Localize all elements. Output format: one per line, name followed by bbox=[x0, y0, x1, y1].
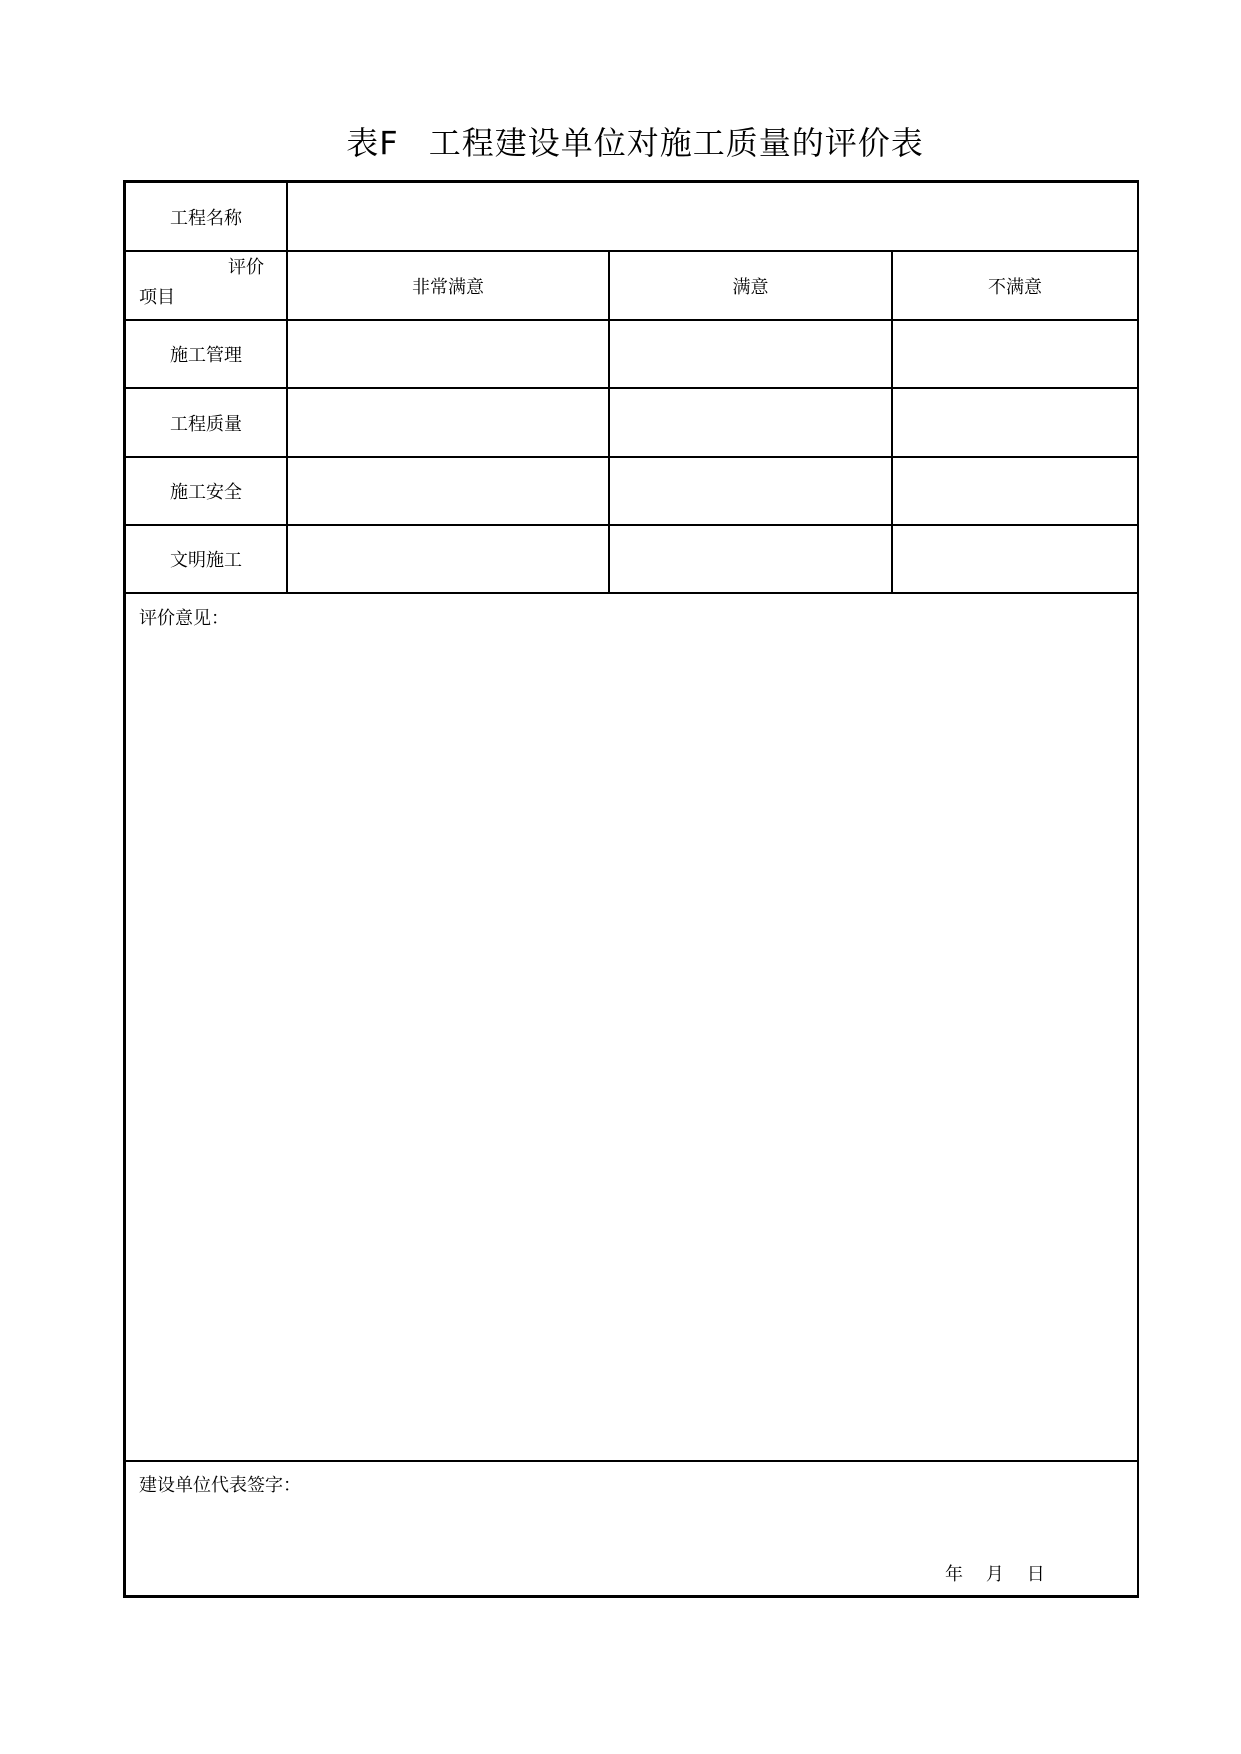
row-label-construction-safety: 施工安全 bbox=[170, 482, 242, 503]
date-month: 月 bbox=[985, 1564, 1004, 1585]
rating-cell[interactable] bbox=[610, 526, 891, 592]
rating-cell[interactable] bbox=[610, 389, 891, 456]
opinion-area[interactable] bbox=[126, 594, 1137, 1460]
rating-cell[interactable] bbox=[893, 458, 1137, 524]
row-label-civilized-construction: 文明施工 bbox=[170, 550, 242, 571]
rating-cell[interactable] bbox=[288, 321, 608, 387]
date-day: 日 bbox=[1026, 1564, 1045, 1585]
rating-cell[interactable] bbox=[610, 321, 891, 387]
project-name-field[interactable] bbox=[288, 183, 1137, 250]
header-corner-evaluation: 评价 bbox=[228, 257, 264, 278]
title-text: 工程建设单位对施工质量的评价表 bbox=[428, 124, 924, 162]
rating-cell[interactable] bbox=[288, 458, 608, 524]
document-title bbox=[0, 118, 1241, 164]
rating-cell[interactable] bbox=[610, 458, 891, 524]
rating-cell[interactable] bbox=[893, 389, 1137, 456]
signature-label: 建设单位代表签字： bbox=[139, 1475, 301, 1496]
rating-cell[interactable] bbox=[893, 321, 1137, 387]
project-name-label: 工程名称 bbox=[170, 207, 242, 229]
rating-cell[interactable] bbox=[288, 526, 608, 592]
row-label-construction-management: 施工管理 bbox=[170, 345, 242, 366]
evaluation-form bbox=[123, 180, 1139, 1598]
column-header-dissatisfied: 不满意 bbox=[988, 276, 1042, 298]
row-label-project-quality: 工程质量 bbox=[170, 413, 242, 435]
rating-cell[interactable] bbox=[893, 526, 1137, 592]
rating-cell[interactable] bbox=[288, 389, 608, 456]
date-year: 年 bbox=[945, 1564, 963, 1585]
signature-date bbox=[945, 1560, 1045, 1586]
title-prefix: 表F bbox=[346, 124, 399, 162]
header-corner-item: 项目 bbox=[139, 287, 175, 308]
column-header-very-satisfied: 非常满意 bbox=[412, 276, 484, 298]
opinion-label: 评价意见： bbox=[139, 608, 229, 629]
column-header-satisfied: 满意 bbox=[732, 276, 769, 298]
